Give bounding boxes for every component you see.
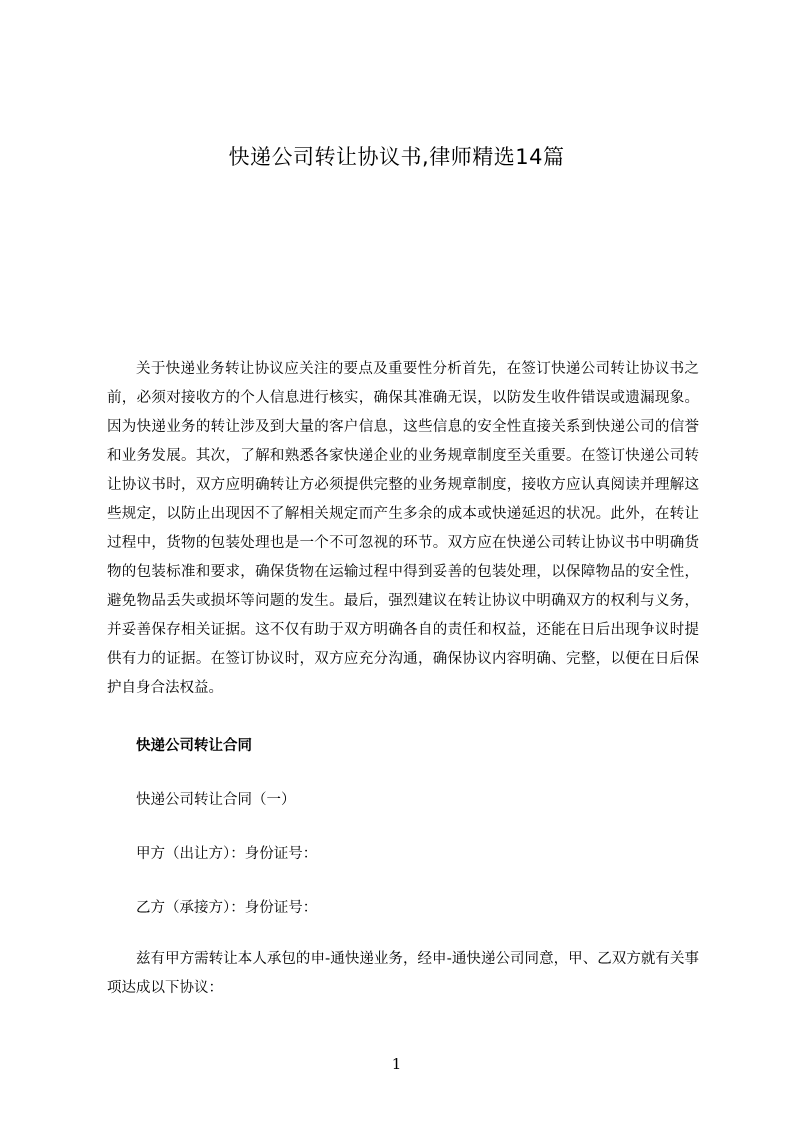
- page-number: 1: [391, 1055, 402, 1073]
- party-b-line: 乙方（承接方）：身份证号：: [136, 900, 318, 916]
- agreement-paragraph: 兹有甲方需转让本人承包的申-通快递业务，经申-通快递公司同意，甲、乙双方就有关事项达成以下协议：: [107, 951, 699, 996]
- contract-title: 快递公司转让合同（一）: [136, 792, 296, 808]
- document-title: 快递公司转让协议书,律师精选14篇: [228, 145, 565, 169]
- party-a-line: 甲方（出让方）：身份证号：: [136, 846, 318, 862]
- section-heading: 快递公司转让合同: [136, 738, 252, 754]
- intro-paragraph: 关于快递业务转让协议应关注的要点及重要性分析首先，在签订快递公司转让协议书之前，必须对接收方的个人信息进行核实，确保其准确无误，以防发生收件错误或遗漏现象。因为快递业务的转让涉及到大量的客户信息，这些信息的安全性直接关系到快递公司的信誉和业务发展。其次，了解和熟悉各家快递企业的业务规章制度至关重要。在签订快递公司转让协议书时，双方应明确转让方必须提供完整的业务规章制度，接收方应认真阅读并理解这些规定，以防止出现因不了解相关规定而产生多余的成本或快递延迟的状况。此外，在转让过程中，货物的包装处理也是一个不可忽视的环节。双方应在快递公司转让协议书中明确货物的包装标准和要求，确保货物在运输过程中得到妥善的包装处理，以保障物品的安全性，避免物品丢失或损坏等问题的发生。最后，强烈建议在转让协议中明确双方的权利与义务，并妥善保存相关证据。这不仅有助于双方明确各自的责任和权益，还能在日后出现争议时提供有力的证据。在签订协议时，双方应充分沟通，确保协议内容明确、完整，以便在日后保护自身合法权益。: [107, 361, 699, 696]
